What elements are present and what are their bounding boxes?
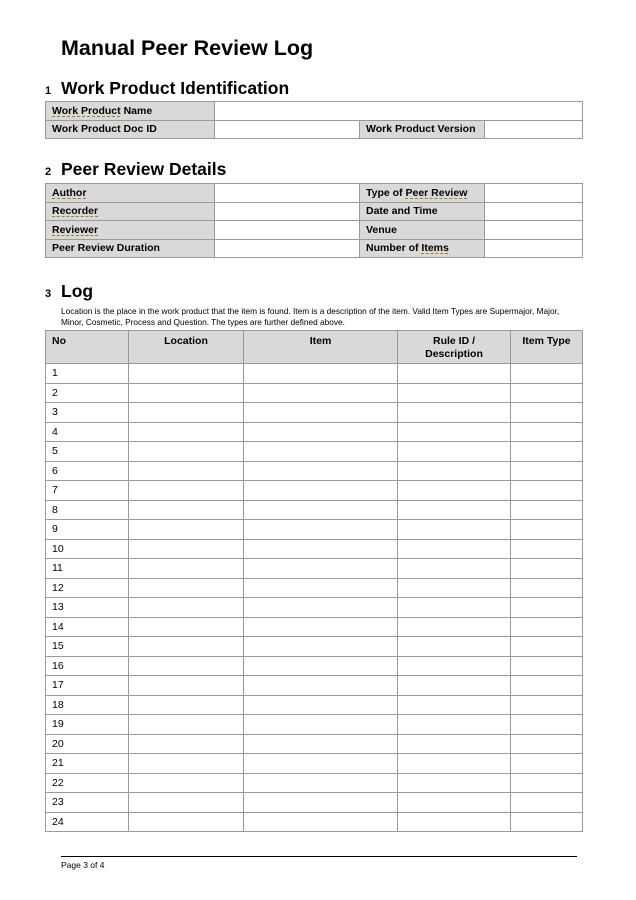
review-type-label: Type of Peer Review — [360, 184, 485, 203]
rule-cell[interactable] — [398, 520, 511, 540]
item-cell[interactable] — [244, 637, 398, 657]
rule-cell[interactable] — [398, 754, 511, 774]
table-row — [46, 383, 583, 403]
table-row — [46, 364, 583, 384]
table-row — [46, 812, 583, 832]
section-number: 1 — [45, 85, 52, 97]
table-row — [46, 754, 583, 774]
location-cell[interactable] — [129, 695, 244, 715]
log-table — [45, 330, 583, 832]
work-product-doc-id-field[interactable] — [215, 120, 360, 139]
column-header-item: Item — [244, 331, 398, 364]
item-type-cell[interactable] — [511, 656, 583, 676]
row-number: 1 — [46, 364, 129, 384]
table-row — [46, 773, 583, 793]
location-cell[interactable] — [129, 637, 244, 657]
section-number: 3 — [45, 288, 52, 300]
row-number: 2 — [46, 383, 129, 403]
reviewer-field[interactable] — [215, 221, 360, 240]
item-type-cell[interactable] — [511, 481, 583, 501]
item-cell[interactable] — [244, 656, 398, 676]
location-cell[interactable] — [129, 422, 244, 442]
table-row — [46, 422, 583, 442]
row-number: 16 — [46, 656, 129, 676]
item-cell[interactable] — [244, 442, 398, 462]
item-cell[interactable] — [244, 754, 398, 774]
table-row — [46, 520, 583, 540]
table-row — [46, 637, 583, 657]
item-type-cell[interactable] — [511, 734, 583, 754]
row-number: 8 — [46, 500, 129, 520]
rule-cell[interactable] — [398, 695, 511, 715]
row-number: 20 — [46, 734, 129, 754]
duration-field[interactable] — [215, 239, 360, 258]
rule-cell[interactable] — [398, 734, 511, 754]
rule-cell[interactable] — [398, 578, 511, 598]
item-type-cell[interactable] — [511, 364, 583, 384]
number-of-items-label: Number of Items — [360, 239, 485, 258]
venue-field[interactable] — [485, 221, 583, 240]
location-cell[interactable] — [129, 383, 244, 403]
location-cell[interactable] — [129, 676, 244, 696]
table-row — [46, 500, 583, 520]
section-number: 2 — [45, 166, 52, 178]
row-number: 3 — [46, 403, 129, 423]
rule-cell[interactable] — [398, 442, 511, 462]
table-row — [46, 461, 583, 481]
item-type-cell[interactable] — [511, 695, 583, 715]
rule-cell[interactable] — [398, 559, 511, 579]
item-cell[interactable] — [244, 461, 398, 481]
row-number: 13 — [46, 598, 129, 618]
location-cell[interactable] — [129, 598, 244, 618]
item-cell[interactable] — [244, 695, 398, 715]
date-time-field[interactable] — [485, 202, 583, 221]
item-type-cell[interactable] — [511, 617, 583, 637]
row-number: 5 — [46, 442, 129, 462]
location-cell[interactable] — [129, 773, 244, 793]
table-row — [46, 695, 583, 715]
column-header-location: Location — [129, 331, 244, 364]
item-cell[interactable] — [244, 364, 398, 384]
date-time-label: Date and Time — [360, 202, 485, 221]
work-product-name-label: Work Product Name — [46, 102, 215, 121]
item-type-cell[interactable] — [511, 539, 583, 559]
column-header-no: No — [46, 331, 129, 364]
location-cell[interactable] — [129, 364, 244, 384]
row-number: 19 — [46, 715, 129, 735]
item-cell[interactable] — [244, 812, 398, 832]
item-type-cell[interactable] — [511, 715, 583, 735]
rule-cell[interactable] — [398, 812, 511, 832]
column-header-item-type: Item Type — [511, 331, 583, 364]
column-header-rule: Rule ID / Description — [398, 331, 511, 364]
rule-cell[interactable] — [398, 637, 511, 657]
rule-cell[interactable] — [398, 617, 511, 637]
item-cell[interactable] — [244, 422, 398, 442]
item-cell[interactable] — [244, 578, 398, 598]
rule-cell[interactable] — [398, 676, 511, 696]
item-type-cell[interactable] — [511, 578, 583, 598]
row-number: 15 — [46, 637, 129, 657]
location-cell[interactable] — [129, 481, 244, 501]
item-cell[interactable] — [244, 773, 398, 793]
item-type-cell[interactable] — [511, 461, 583, 481]
item-type-cell[interactable] — [511, 773, 583, 793]
recorder-label: Recorder — [46, 202, 215, 221]
location-cell[interactable] — [129, 539, 244, 559]
table-row — [46, 793, 583, 813]
rule-cell[interactable] — [398, 481, 511, 501]
row-number: 21 — [46, 754, 129, 774]
rule-cell[interactable] — [398, 539, 511, 559]
location-cell[interactable] — [129, 461, 244, 481]
location-cell[interactable] — [129, 500, 244, 520]
row-number: 22 — [46, 773, 129, 793]
table-row — [46, 598, 583, 618]
row-number: 14 — [46, 617, 129, 637]
rule-cell[interactable] — [398, 715, 511, 735]
location-cell[interactable] — [129, 812, 244, 832]
rule-cell[interactable] — [398, 383, 511, 403]
item-cell[interactable] — [244, 481, 398, 501]
page-title: Manual Peer Review Log — [61, 36, 314, 60]
row-number: 17 — [46, 676, 129, 696]
log-header-row — [46, 331, 583, 364]
item-type-cell[interactable] — [511, 520, 583, 540]
item-type-cell[interactable] — [511, 442, 583, 462]
location-cell[interactable] — [129, 656, 244, 676]
page-number: Page 3 of 4 — [61, 860, 105, 870]
table-row — [46, 676, 583, 696]
rule-cell[interactable] — [398, 656, 511, 676]
location-cell[interactable] — [129, 442, 244, 462]
item-type-cell[interactable] — [511, 637, 583, 657]
section-title: Work Product Identification — [61, 78, 290, 98]
log-body — [46, 364, 583, 832]
log-instructions: Location is the place in the work product that the item is found. Item is a description of the item. Valid Item Types are Supermajor, Major, Minor, Cosmetic, Process and Question. The types are further defined above. — [61, 306, 560, 327]
rule-cell[interactable] — [398, 773, 511, 793]
table-row — [46, 442, 583, 462]
table-row — [46, 617, 583, 637]
rule-cell[interactable] — [398, 500, 511, 520]
number-of-items-field[interactable] — [485, 239, 583, 258]
table-row — [46, 403, 583, 423]
recorder-field[interactable] — [215, 202, 360, 221]
item-cell[interactable] — [244, 383, 398, 403]
table-row — [46, 539, 583, 559]
item-type-cell[interactable] — [511, 812, 583, 832]
location-cell[interactable] — [129, 734, 244, 754]
item-cell[interactable] — [244, 539, 398, 559]
row-number: 4 — [46, 422, 129, 442]
row-number: 11 — [46, 559, 129, 579]
location-cell[interactable] — [129, 793, 244, 813]
location-cell[interactable] — [129, 578, 244, 598]
item-type-cell[interactable] — [511, 754, 583, 774]
table-row — [46, 715, 583, 735]
duration-label: Peer Review Duration — [46, 239, 215, 258]
section-heading-details — [45, 159, 226, 180]
work-product-version-field[interactable] — [485, 120, 583, 139]
work-product-doc-id-label: Work Product Doc ID — [46, 120, 215, 139]
rule-cell[interactable] — [398, 461, 511, 481]
item-type-cell[interactable] — [511, 383, 583, 403]
rule-cell[interactable] — [398, 403, 511, 423]
item-cell[interactable] — [244, 793, 398, 813]
location-cell[interactable] — [129, 754, 244, 774]
venue-label: Venue — [360, 221, 485, 240]
author-label: Author — [46, 184, 215, 203]
row-number: 10 — [46, 539, 129, 559]
section-heading-log — [45, 281, 93, 302]
work-product-version-label: Work Product Version — [360, 120, 485, 139]
table-row — [46, 559, 583, 579]
item-cell[interactable] — [244, 598, 398, 618]
item-cell[interactable] — [244, 734, 398, 754]
row-number: 23 — [46, 793, 129, 813]
item-cell[interactable] — [244, 617, 398, 637]
section-heading-identification — [45, 78, 289, 99]
work-product-name-field[interactable] — [215, 102, 583, 121]
identification-table — [45, 101, 583, 139]
table-row — [46, 578, 583, 598]
row-number: 9 — [46, 520, 129, 540]
rule-cell[interactable] — [398, 598, 511, 618]
item-cell[interactable] — [244, 715, 398, 735]
reviewer-label: Reviewer — [46, 221, 215, 240]
table-row — [46, 481, 583, 501]
item-type-cell[interactable] — [511, 422, 583, 442]
item-cell[interactable] — [244, 676, 398, 696]
location-cell[interactable] — [129, 403, 244, 423]
row-number: 24 — [46, 812, 129, 832]
item-cell[interactable] — [244, 403, 398, 423]
item-type-cell[interactable] — [511, 598, 583, 618]
item-type-cell[interactable] — [511, 559, 583, 579]
footer-divider — [61, 856, 577, 857]
item-type-cell[interactable] — [511, 403, 583, 423]
row-number: 18 — [46, 695, 129, 715]
rule-cell[interactable] — [398, 793, 511, 813]
item-cell[interactable] — [244, 500, 398, 520]
location-cell[interactable] — [129, 559, 244, 579]
location-cell[interactable] — [129, 715, 244, 735]
rule-cell[interactable] — [398, 364, 511, 384]
row-number: 12 — [46, 578, 129, 598]
location-cell[interactable] — [129, 617, 244, 637]
location-cell[interactable] — [129, 520, 244, 540]
row-number: 7 — [46, 481, 129, 501]
section-title: Peer Review Details — [61, 159, 227, 179]
table-row — [46, 734, 583, 754]
details-table — [45, 183, 583, 258]
item-type-cell[interactable] — [511, 676, 583, 696]
item-cell[interactable] — [244, 559, 398, 579]
item-type-cell[interactable] — [511, 793, 583, 813]
item-type-cell[interactable] — [511, 500, 583, 520]
section-title: Log — [61, 281, 94, 301]
row-number: 6 — [46, 461, 129, 481]
rule-cell[interactable] — [398, 422, 511, 442]
review-type-field[interactable] — [485, 184, 583, 203]
author-field[interactable] — [215, 184, 360, 203]
table-row — [46, 656, 583, 676]
item-cell[interactable] — [244, 520, 398, 540]
